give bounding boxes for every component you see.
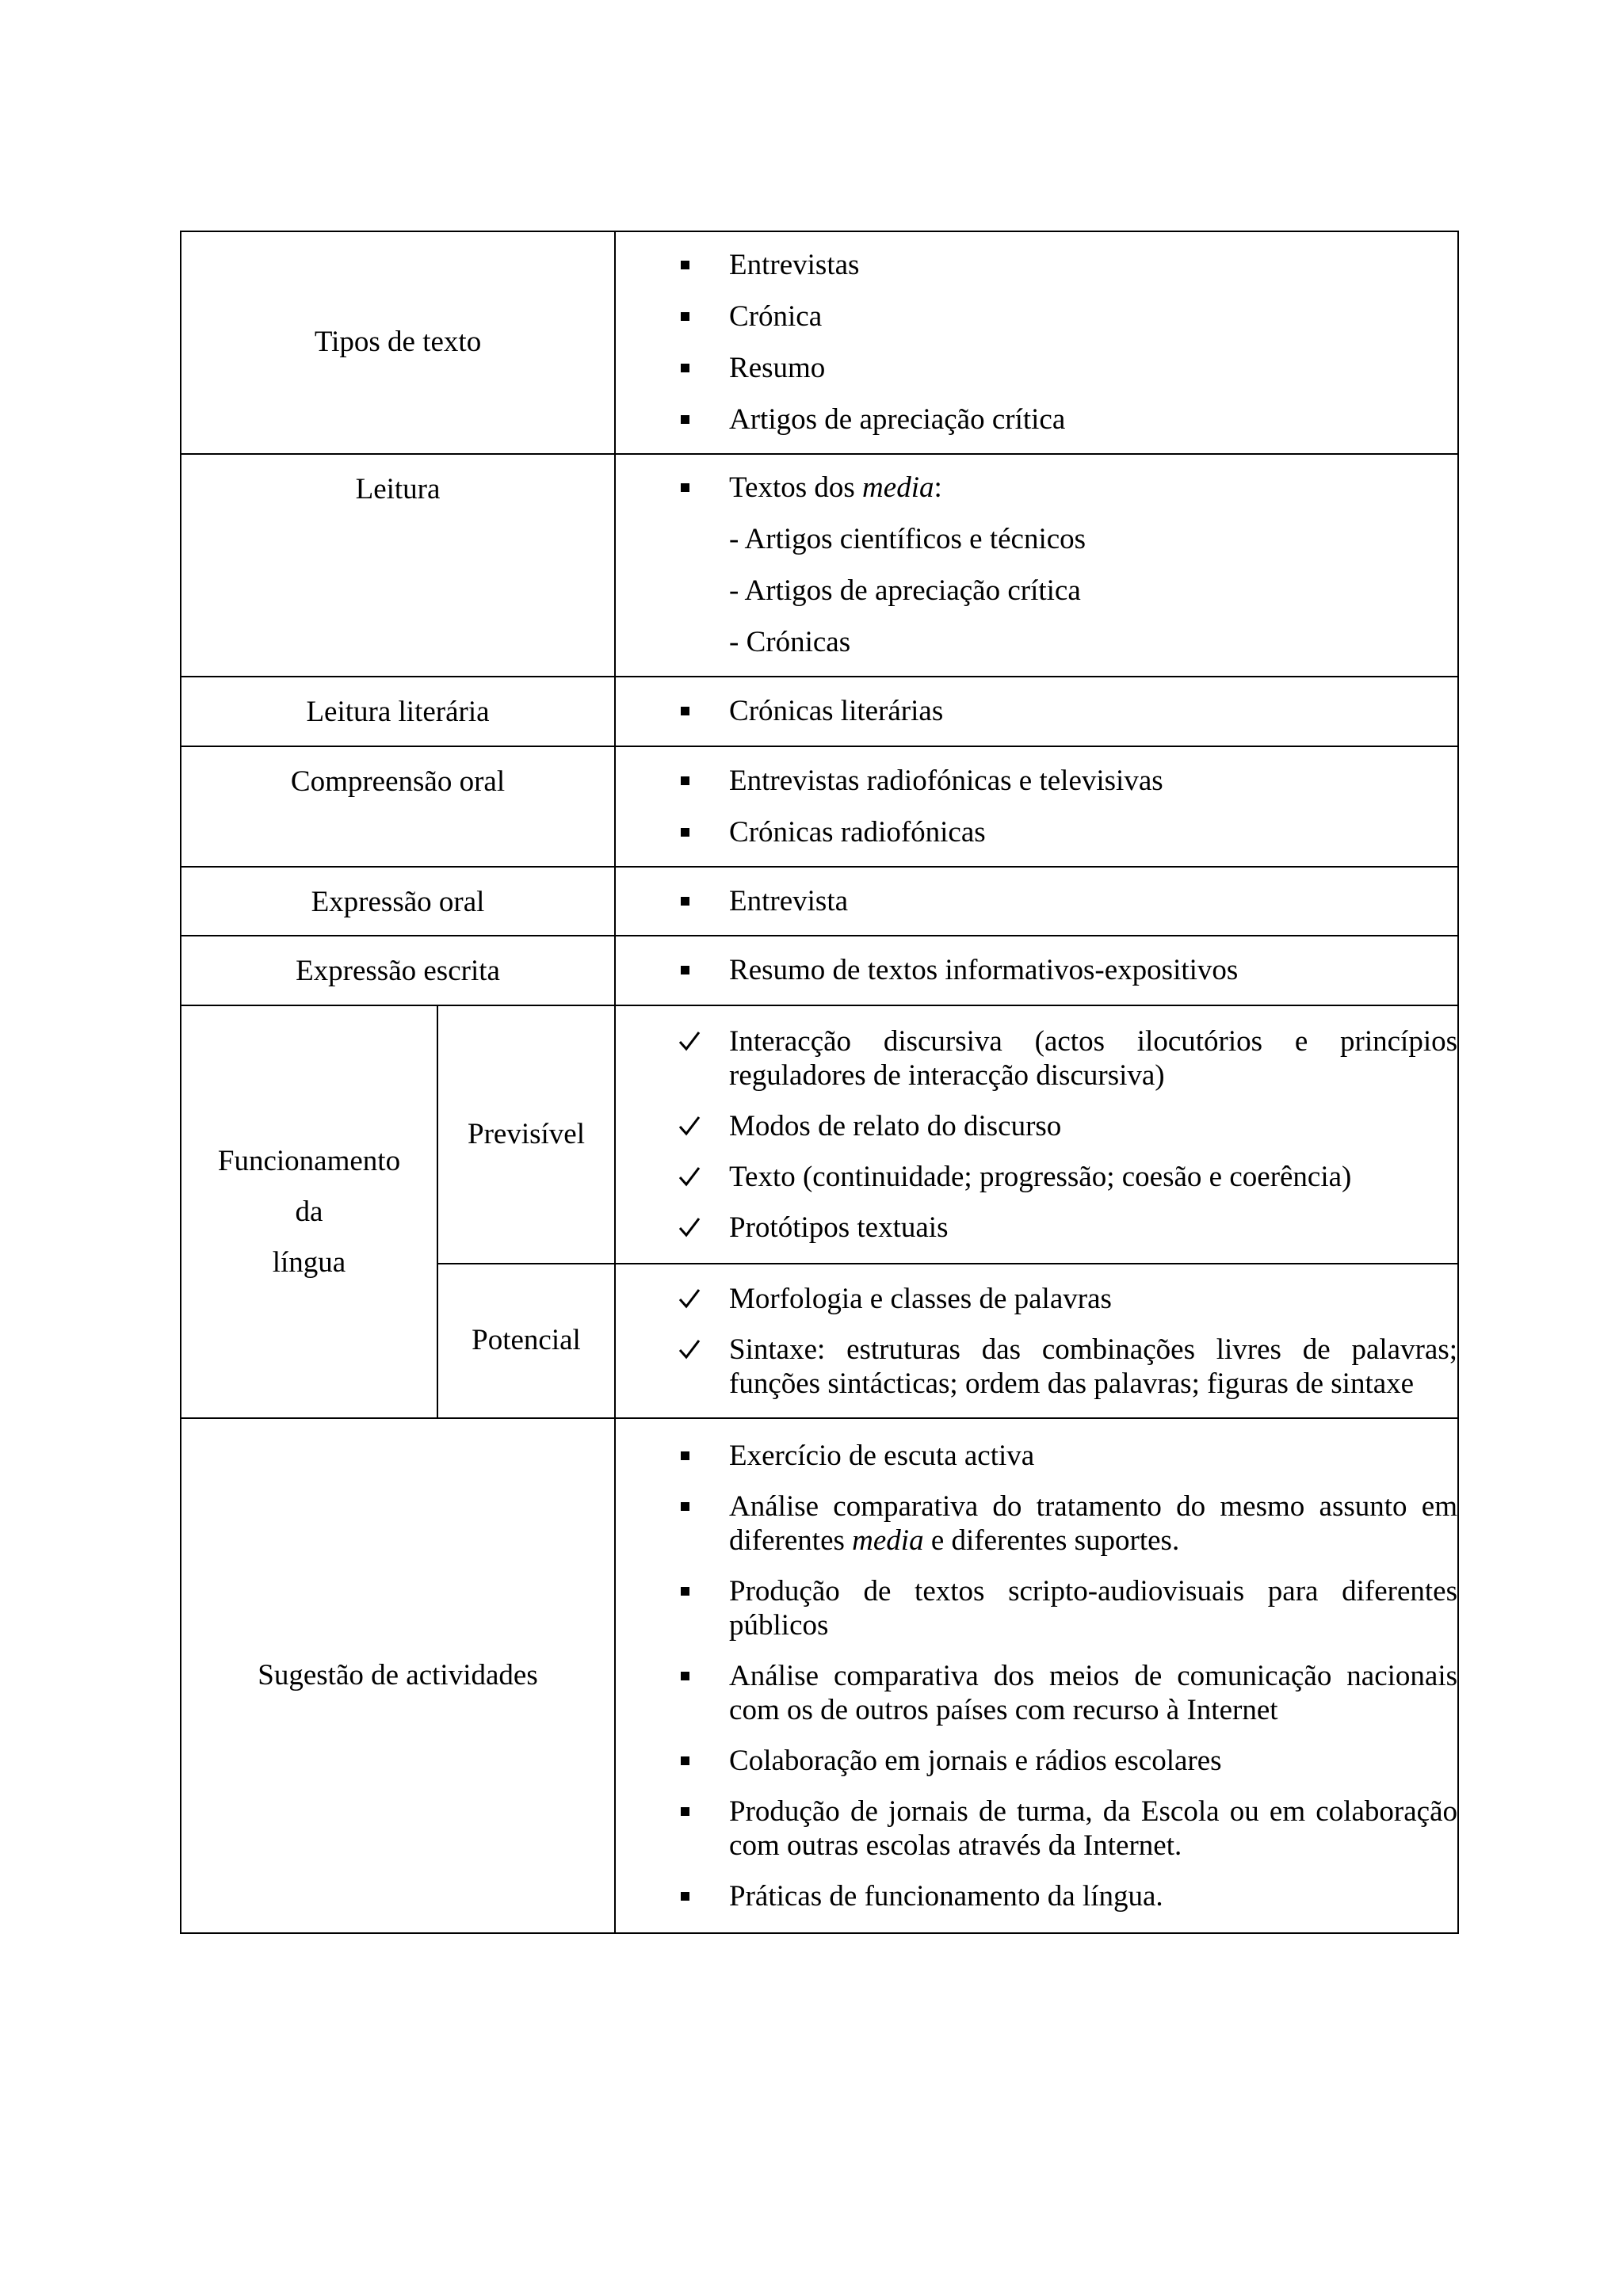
list-potencial [616,1282,1457,1401]
list-item: Análise comparativa do tratamento do mesmo assunto em diferentes media e diferentes suportes. [616,1489,1457,1558]
label-leitura-literaria: Leitura literária [181,677,615,746]
checkmark-icon [681,1282,712,1317]
list-item: Entrevista [616,884,1457,919]
list-item: Protótipos textuais [616,1211,1457,1245]
label-sugestao-de-actividades: Sugestão de actividades [181,1418,615,1933]
label-expressao-oral: Expressão oral [181,867,615,936]
row-leitura [181,454,1458,677]
list-expressao-escrita [616,953,1457,988]
list-expressao-oral [616,884,1457,919]
list-leitura [616,471,1457,505]
label-potencial: Potencial [437,1264,615,1418]
square-bullet-icon [681,694,712,729]
content-compreensao-oral [615,746,1458,867]
content-leitura-literaria [615,677,1458,746]
list-item: Práticas de funcionamento da língua. [616,1879,1457,1913]
label-leitura: Leitura [181,454,615,677]
label-line: língua [272,1245,346,1279]
list-leitura-literaria [616,694,1457,729]
checkmark-icon [681,1333,712,1367]
list-item: Análise comparativa dos meios de comunicação nacionais com os de outros países com recurso à Internet [616,1659,1457,1727]
square-bullet-icon [681,248,712,283]
list-item: Produção de textos scripto-audiovisuais para diferentes públicos [616,1574,1457,1642]
list-item: Colaboração em jornais e rádios escolares [616,1744,1457,1778]
list-item: Crónicas literárias [616,694,1457,729]
square-bullet-icon [681,1879,712,1914]
list-item: Morfologia e classes de palavras [616,1282,1457,1316]
square-bullet-icon [681,471,712,505]
content-tipos-de-texto [615,231,1458,454]
square-bullet-icon [681,953,712,988]
list-item: Texto (continuidade; progressão; coesão e coerência) [616,1160,1457,1194]
square-bullet-icon [681,815,712,850]
list-item: Resumo [616,351,1457,386]
content-potencial [615,1264,1458,1418]
square-bullet-icon [681,764,712,799]
sub-item: - Artigos de apreciação crítica [729,574,1081,607]
list-item: Crónicas radiofónicas [616,815,1457,850]
label-previsivel: Previsível [437,1005,615,1264]
label-compreensao-oral: Compreensão oral [181,746,615,867]
square-bullet-icon [681,1744,712,1779]
square-bullet-icon [681,402,712,437]
square-bullet-icon [681,1794,712,1829]
square-bullet-icon [681,884,712,919]
sub-item: - Crónicas [729,626,851,658]
checkmark-icon [681,1160,712,1195]
label-expressao-escrita: Expressão escrita [181,936,615,1005]
square-bullet-icon [681,1489,712,1524]
content-leitura [615,454,1458,677]
list-item: Resumo de textos informativos-expositivos [616,953,1457,988]
list-item: Produção de jornais de turma, da Escola ou em colaboração com outras escolas através da Internet. [616,1794,1457,1863]
checkmark-icon [681,1024,712,1059]
square-bullet-icon [681,1659,712,1694]
list-item: Entrevistas [616,248,1457,283]
list-item: Modos de relato do discurso [616,1109,1457,1143]
row-expressao-escrita [181,936,1458,1005]
checkmark-icon [681,1211,712,1245]
row-sugestao-de-actividades [181,1418,1458,1933]
label-line: da [295,1195,323,1228]
label-line: Funcionamento [217,1144,401,1177]
row-compreensao-oral [181,746,1458,867]
row-tipos-de-texto [181,231,1458,454]
label-tipos-de-texto: Tipos de texto [181,231,615,454]
list-item: Sintaxe: estruturas das combinações livres de palavras; funções sintácticas; ordem das palavras; figuras de sintaxe [616,1333,1457,1401]
list-previsivel [616,1024,1457,1245]
square-bullet-icon [681,1439,712,1474]
row-funcionamento-previsivel [181,1005,1458,1264]
square-bullet-icon [681,299,712,334]
square-bullet-icon [681,1574,712,1609]
list-item: Artigos de apreciação crítica [616,402,1457,437]
content-expressao-oral [615,867,1458,936]
row-expressao-oral [181,867,1458,936]
content-sugestao-de-actividades [615,1418,1458,1933]
syllabus-table [180,231,1459,1934]
content-expressao-escrita [615,936,1458,1005]
sub-item: - Artigos científicos e técnicos [729,523,1086,555]
list-compreensao-oral [616,764,1457,850]
list-item: Exercício de escuta activa [616,1439,1457,1473]
list-sugestao-de-actividades [616,1439,1457,1913]
list-tipos-de-texto [616,248,1457,437]
checkmark-icon [681,1109,712,1144]
list-item: Textos dos media: [616,471,1457,505]
list-item: Crónica [616,299,1457,334]
row-leitura-literaria [181,677,1458,746]
label-funcionamento-da-lingua [181,1005,437,1418]
list-item: Entrevistas radiofónicas e televisivas [616,764,1457,799]
square-bullet-icon [681,351,712,386]
list-item: Interacção discursiva (actos ilocutórios e princípios reguladores de interacção discursiva) [616,1024,1457,1093]
content-previsivel [615,1005,1458,1264]
